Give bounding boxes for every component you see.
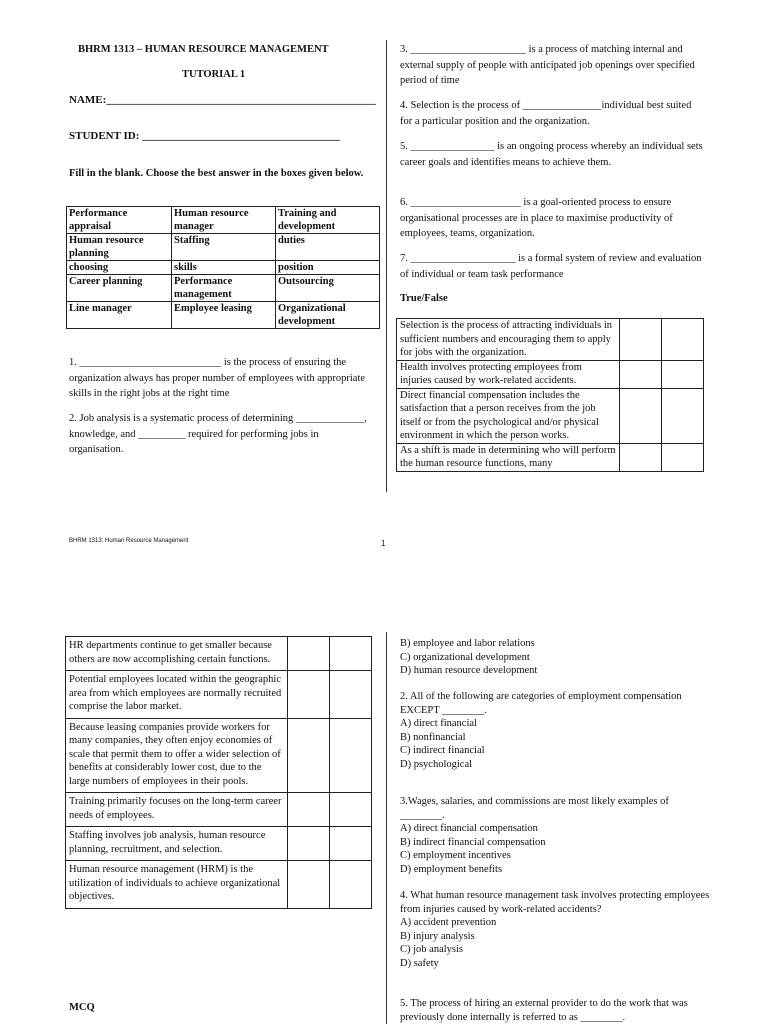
false-answer-box[interactable] — [330, 671, 372, 719]
true-false-row — [397, 388, 704, 443]
true-false-row — [397, 319, 704, 361]
mcq-option[interactable]: B) employee and labor relations — [400, 638, 535, 649]
false-answer-box[interactable] — [330, 793, 372, 827]
word-bank-cell: Performance appraisal — [67, 207, 172, 234]
statement-text: Because leasing companies provide workers for many companies, they often enjoy economies of scale that permit them to offer a wider selection of benefits at considerably lower cost, due to the large numbers of employees in their pools. — [66, 718, 288, 793]
word-bank-cell: Performance management — [172, 275, 276, 302]
true-answer-box[interactable] — [288, 637, 330, 671]
word-bank-row — [67, 302, 380, 329]
mcq-question-text: 5. The process of hiring an external provider to do the work that was previously done internally is referred to as ________. — [400, 998, 688, 1023]
word-bank-cell: Outsourcing — [276, 275, 380, 302]
word-bank-cell: skills — [172, 261, 276, 275]
true-answer-box[interactable] — [288, 671, 330, 719]
true-answer-box[interactable] — [620, 319, 662, 361]
mcq-option[interactable]: C) indirect financial — [400, 745, 485, 756]
true-false-row — [66, 827, 372, 861]
word-bank-cell: Human resource manager — [172, 207, 276, 234]
mcq-question-3 — [400, 795, 710, 876]
student-id-field[interactable]: STUDENT ID: ____________________________________ — [69, 130, 341, 142]
fill-blank-7: 7. ____________________ is a formal system of review and evaluation of individual or team task performance — [400, 253, 702, 280]
mcq-option[interactable]: B) indirect financial compensation — [400, 836, 546, 848]
fill-blank-6: 6. _____________________ is a goal-oriented process to ensure organisational processes are in place to maximise productivity of employees, teams, organization. — [400, 197, 673, 239]
mcq-question-text: 2. All of the following are categories of employment compensation EXCEPT ________. — [400, 691, 682, 716]
word-bank-cell: Employee leasing — [172, 302, 276, 329]
word-bank-cell: Staffing — [172, 234, 276, 261]
word-bank-cell: duties — [276, 234, 380, 261]
true-answer-box[interactable] — [288, 861, 330, 909]
statement-text: Direct financial compensation includes the satisfaction that a person receives from the job itself or from the psychological and/or physical environment in which the person works. — [397, 388, 620, 443]
course-title: BHRM 1313 – HUMAN RESOURCE MANAGEMENT — [78, 44, 329, 55]
fill-blank-3: 3. ______________________ is a process of matching internal and external supply of people with anticipated job openings over specified period of time — [400, 44, 695, 86]
true-false-row — [397, 360, 704, 388]
true-answer-box[interactable] — [620, 360, 662, 388]
footer-course: BHRM 1313: Human Resource Management — [69, 538, 189, 544]
true-answer-box[interactable] — [288, 718, 330, 793]
word-bank-cell: Line manager — [67, 302, 172, 329]
mcq-question-5 — [400, 997, 710, 1024]
name-field[interactable]: NAME:_________________________________________________ — [69, 94, 376, 106]
false-answer-box[interactable] — [662, 388, 704, 443]
statement-text: Human resource management (HRM) is the utilization of individuals to achieve organizational objectives. — [66, 861, 288, 909]
false-answer-box[interactable] — [662, 360, 704, 388]
word-bank-cell: choosing — [67, 261, 172, 275]
mcq-heading: MCQ — [69, 1002, 95, 1013]
mcq-question-2 — [400, 690, 710, 771]
mcq-option[interactable]: D) human resource development — [400, 665, 538, 676]
true-false-table-1 — [396, 318, 704, 472]
fill-blank-4: 4. Selection is the process of _______________individual best suited for a particular position and the organization. — [400, 100, 692, 127]
false-answer-box[interactable] — [330, 718, 372, 793]
true-answer-box[interactable] — [620, 443, 662, 471]
word-bank-row — [67, 207, 380, 234]
true-false-row — [66, 861, 372, 909]
false-answer-box[interactable] — [330, 827, 372, 861]
mcq-continued-options — [400, 637, 710, 678]
true-answer-box[interactable] — [288, 827, 330, 861]
mcq-option[interactable]: A) direct financial compensation — [400, 823, 538, 834]
word-bank-row — [67, 234, 380, 261]
word-bank-cell: position — [276, 261, 380, 275]
false-answer-box[interactable] — [330, 861, 372, 909]
word-bank-cell: Organizational development — [276, 302, 380, 329]
statement-text: Training primarily focuses on the long-term career needs of employees. — [66, 793, 288, 827]
fill-blank-1: 1. ___________________________ is the process of ensuring the organization always has proper number of employees with appropriate skills in the right jobs at the right time — [69, 357, 366, 399]
statement-text: As a shift is made in determining who will perform the human resource functions, many — [397, 443, 620, 471]
word-bank-cell: Human resource planning — [67, 234, 172, 261]
true-false-row — [397, 443, 704, 471]
false-answer-box[interactable] — [330, 637, 372, 671]
mcq-option[interactable]: D) employment benefits — [400, 863, 503, 875]
mcq-question-text: 3.Wages, salaries, and commissions are most likely examples of ________. — [400, 796, 669, 821]
true-answer-box[interactable] — [288, 793, 330, 827]
true-false-heading: True/False — [400, 293, 448, 304]
mcq-option[interactable]: A) accident prevention — [400, 917, 497, 928]
column-divider-2 — [386, 632, 387, 1024]
true-false-row — [66, 671, 372, 719]
statement-text: Selection is the process of attracting individuals in sufficient numbers and encouraging them to apply for jobs with the organization. — [397, 319, 620, 361]
column-divider — [386, 40, 387, 492]
mcq-option[interactable]: C) employment incentives — [400, 850, 511, 861]
statement-text: Health involves protecting employees from injuries caused by work-related accidents. — [397, 360, 620, 388]
tutorial-heading: TUTORIAL 1 — [182, 69, 246, 80]
instruction-text: Fill in the blank. Choose the best answer in the boxes given below. — [69, 168, 364, 179]
true-answer-box[interactable] — [620, 388, 662, 443]
mcq-option[interactable]: D) safety — [400, 957, 439, 969]
word-bank-row — [67, 275, 380, 302]
word-bank-cell: Career planning — [67, 275, 172, 302]
mcq-option[interactable]: C) organizational development — [400, 651, 530, 663]
mcq-option[interactable]: B) nonfinancial — [400, 731, 466, 743]
mcq-option[interactable]: B) injury analysis — [400, 930, 475, 942]
mcq-option[interactable]: C) job analysis — [400, 944, 463, 955]
word-bank-table — [66, 206, 380, 329]
mcq-option[interactable]: A) direct financial — [400, 718, 477, 729]
true-false-table-2 — [65, 636, 372, 909]
page-number: 1 — [381, 539, 386, 548]
statement-text: HR departments continue to get smaller because others are now accomplishing certain functions. — [66, 637, 288, 671]
word-bank-cell: Training and development — [276, 207, 380, 234]
true-false-row — [66, 637, 372, 671]
true-false-row — [66, 718, 372, 793]
fill-blank-2: 2. Job analysis is a systematic process of determining _____________, knowledge, and _________ required for performing jobs in organisation. — [69, 413, 367, 455]
false-answer-box[interactable] — [662, 443, 704, 471]
true-false-row — [66, 793, 372, 827]
false-answer-box[interactable] — [662, 319, 704, 361]
mcq-option[interactable]: D) psychological — [400, 758, 473, 770]
word-bank-row — [67, 261, 380, 275]
mcq-question-4 — [400, 889, 710, 970]
fill-blank-5: 5. ________________ is an ongoing process whereby an individual sets career goals and identifies means to achieve them. — [400, 141, 703, 168]
mcq-question-text: 4. What human resource management task involves protecting employees from injuries caused by work-related accidents? — [400, 890, 710, 915]
statement-text: Potential employees located within the geographic area from which employees are normally recruited comprise the labor market. — [66, 671, 288, 719]
statement-text: Staffing involves job analysis, human resource planning, recruitment, and selection. — [66, 827, 288, 861]
